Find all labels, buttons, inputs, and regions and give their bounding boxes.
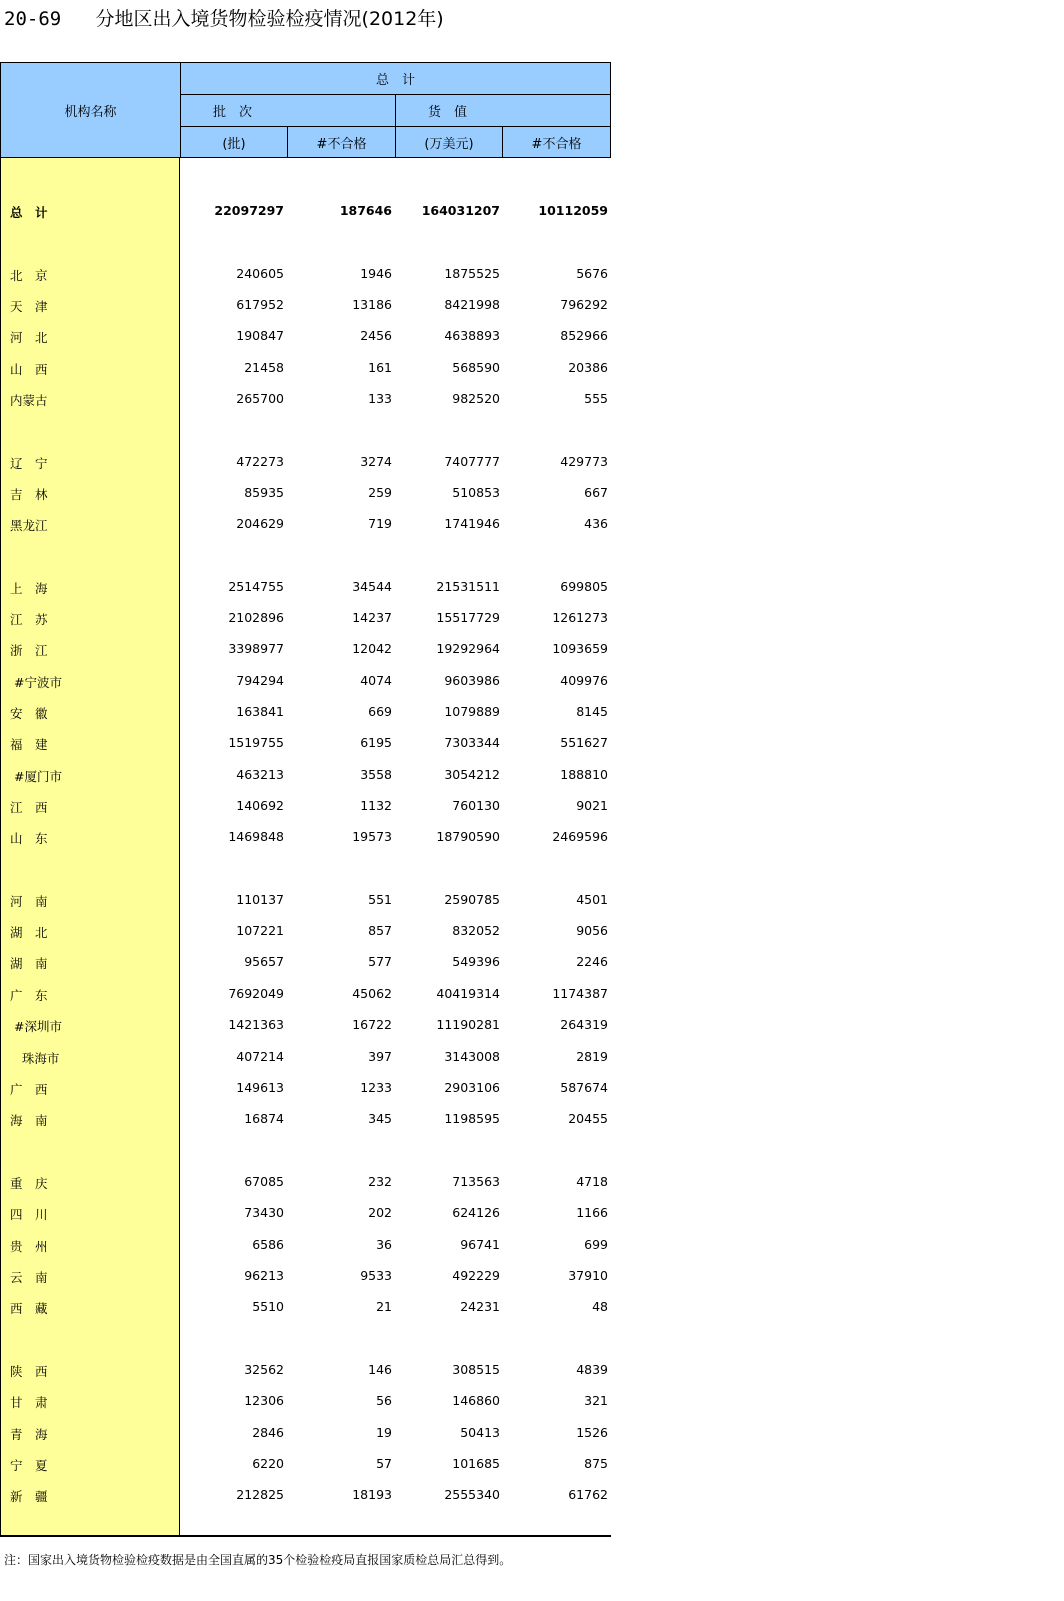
- cell-value: 9021: [576, 798, 608, 813]
- cell-value: 1875525: [444, 266, 500, 281]
- cell-value: 9603986: [444, 673, 500, 688]
- cell-value: 2102896: [228, 610, 284, 625]
- page-title: [4, 4, 444, 31]
- cell-value: 85935: [244, 485, 284, 500]
- cell-value: 45062: [352, 986, 392, 1001]
- row-label: 安 徽: [10, 706, 48, 721]
- row-label: 贵 州: [10, 1239, 48, 1254]
- table-row: [0, 293, 611, 317]
- cell-value: 617952: [236, 297, 284, 312]
- cell-value: 429773: [560, 454, 608, 469]
- table-row: [0, 1483, 611, 1507]
- cell-value: 133: [368, 391, 392, 406]
- cell-value: 1132: [360, 798, 392, 813]
- cell-value: 202: [368, 1205, 392, 1220]
- cell-value: 259: [368, 485, 392, 500]
- cell-value: 19: [376, 1425, 392, 1440]
- cell-value: 6586: [252, 1237, 284, 1252]
- row-label: 湖 北: [10, 925, 48, 940]
- cell-value: 96741: [460, 1237, 500, 1252]
- cell-value: 21531511: [436, 579, 500, 594]
- table-row: [0, 1264, 611, 1288]
- cell-value: 164031207: [421, 203, 500, 218]
- header-total: 总 计: [180, 62, 611, 95]
- cell-value: 3274: [360, 454, 392, 469]
- cell-value: 188810: [560, 767, 608, 782]
- cell-value: 409976: [560, 673, 608, 688]
- row-label: 甘 肃: [10, 1395, 48, 1410]
- table-row: [0, 1389, 611, 1413]
- cell-value: 18193: [352, 1487, 392, 1502]
- cell-value: 1093659: [552, 641, 608, 656]
- table-row: [0, 387, 611, 411]
- cell-value: 20455: [568, 1111, 608, 1126]
- header-batches-fail: #不合格: [287, 126, 396, 158]
- row-label: 浙 江: [10, 643, 48, 658]
- cell-value: 796292: [560, 297, 608, 312]
- table-row: [0, 669, 611, 693]
- row-label: 辽 宁: [10, 456, 48, 471]
- row-label: 珠海市: [10, 1051, 60, 1066]
- table-title: 分地区出入境货物检验检疫情况(2012年): [95, 8, 444, 30]
- cell-value: 212825: [236, 1487, 284, 1502]
- cell-value: 21458: [244, 360, 284, 375]
- row-label: 河 北: [10, 330, 48, 345]
- cell-value: 16722: [352, 1017, 392, 1032]
- row-label: 江 苏: [10, 612, 48, 627]
- row-label: 河 南: [10, 894, 48, 909]
- cell-value: 669: [368, 704, 392, 719]
- row-label: 陕 西: [10, 1364, 48, 1379]
- row-label: #深圳市: [10, 1019, 62, 1034]
- table-row: [0, 1421, 611, 1445]
- cell-value: 12306: [244, 1393, 284, 1408]
- table-row: [0, 606, 611, 630]
- cell-value: 24231: [460, 1299, 500, 1314]
- cell-value: 4839: [576, 1362, 608, 1377]
- cell-value: 760130: [452, 798, 500, 813]
- cell-value: 3398977: [228, 641, 284, 656]
- row-label: 西 藏: [10, 1301, 48, 1316]
- cell-value: 463213: [236, 767, 284, 782]
- table-row: [0, 1013, 611, 1037]
- cell-value: 204629: [236, 516, 284, 531]
- cell-value: 22097297: [214, 203, 284, 218]
- header-value-fail: #不合格: [502, 126, 611, 158]
- table-row: [0, 637, 611, 661]
- cell-value: 2514755: [228, 579, 284, 594]
- header-org: 机构名称: [0, 62, 181, 158]
- row-label: 天 津: [10, 299, 48, 314]
- cell-value: 232: [368, 1174, 392, 1189]
- cell-value: 34544: [352, 579, 392, 594]
- table-row: [0, 919, 611, 943]
- cell-value: 61762: [568, 1487, 608, 1502]
- table-row: [0, 1233, 611, 1257]
- cell-value: 1946: [360, 266, 392, 281]
- cell-value: 1174387: [552, 986, 608, 1001]
- cell-value: 37910: [568, 1268, 608, 1283]
- cell-value: 8421998: [444, 297, 500, 312]
- cell-value: 2555340: [444, 1487, 500, 1502]
- cell-value: 161: [368, 360, 392, 375]
- cell-value: 624126: [452, 1205, 500, 1220]
- table-row: [0, 450, 611, 474]
- cell-value: 699: [584, 1237, 608, 1252]
- cell-value: 4718: [576, 1174, 608, 1189]
- cell-value: 2246: [576, 954, 608, 969]
- cell-value: 3054212: [444, 767, 500, 782]
- cell-value: 18790590: [436, 829, 500, 844]
- row-label: 广 东: [10, 988, 48, 1003]
- cell-value: 1261273: [552, 610, 608, 625]
- cell-value: 163841: [236, 704, 284, 719]
- cell-value: 551: [368, 892, 392, 907]
- row-label: 黑龙江: [10, 518, 48, 533]
- cell-value: 20386: [568, 360, 608, 375]
- cell-value: 8145: [576, 704, 608, 719]
- cell-value: 12042: [352, 641, 392, 656]
- row-label: 湖 南: [10, 956, 48, 971]
- cell-value: 2469596: [552, 829, 608, 844]
- cell-value: 21: [376, 1299, 392, 1314]
- cell-value: 146860: [452, 1393, 500, 1408]
- table-row: [0, 763, 611, 787]
- cell-value: 1421363: [228, 1017, 284, 1032]
- cell-value: 13186: [352, 297, 392, 312]
- cell-value: 875: [584, 1456, 608, 1471]
- table-row: [0, 324, 611, 348]
- cell-value: 7303344: [444, 735, 500, 750]
- cell-value: 11190281: [436, 1017, 500, 1032]
- table-row: [0, 950, 611, 974]
- row-label: 江 西: [10, 800, 48, 815]
- cell-value: 7692049: [228, 986, 284, 1001]
- data-table: [0, 62, 611, 1535]
- cell-value: 16874: [244, 1111, 284, 1126]
- cell-value: 73430: [244, 1205, 284, 1220]
- cell-value: 57: [376, 1456, 392, 1471]
- table-row: [0, 575, 611, 599]
- cell-value: 6195: [360, 735, 392, 750]
- row-label: 北 京: [10, 268, 48, 283]
- table-row: [0, 262, 611, 286]
- cell-value: 713563: [452, 1174, 500, 1189]
- table-row: [0, 512, 611, 536]
- row-label: 新 疆: [10, 1489, 48, 1504]
- cell-value: 1198595: [444, 1111, 500, 1126]
- cell-value: 6220: [252, 1456, 284, 1471]
- row-label: 上 海: [10, 581, 48, 596]
- cell-value: 56: [376, 1393, 392, 1408]
- cell-value: 852966: [560, 328, 608, 343]
- cell-value: 110137: [236, 892, 284, 907]
- table-row: [0, 1170, 611, 1194]
- cell-value: 5510: [252, 1299, 284, 1314]
- cell-value: 568590: [452, 360, 500, 375]
- cell-value: 2819: [576, 1049, 608, 1064]
- cell-value: 699805: [560, 579, 608, 594]
- table-code: 20-69: [4, 8, 62, 30]
- cell-value: 1741946: [444, 516, 500, 531]
- cell-value: 36: [376, 1237, 392, 1252]
- cell-value: 4638893: [444, 328, 500, 343]
- cell-value: 857: [368, 923, 392, 938]
- footnote: 注：国家出入境货物检验检疫数据是由全国直属的35个检验检疫局直报国家质检总局汇总得到。: [4, 1553, 512, 1567]
- cell-value: 1526: [576, 1425, 608, 1440]
- cell-value: 140692: [236, 798, 284, 813]
- row-label: 山 西: [10, 362, 48, 377]
- cell-value: 832052: [452, 923, 500, 938]
- cell-value: 67085: [244, 1174, 284, 1189]
- row-label: #厦门市: [10, 769, 62, 784]
- cell-value: 7407777: [444, 454, 500, 469]
- table-bottom-rule: [0, 1535, 611, 1537]
- row-label: 海 南: [10, 1113, 48, 1128]
- cell-value: 1469848: [228, 829, 284, 844]
- cell-value: 95657: [244, 954, 284, 969]
- cell-value: 187646: [339, 203, 392, 218]
- cell-value: 32562: [244, 1362, 284, 1377]
- row-label: 内蒙古: [10, 393, 48, 408]
- cell-value: 3143008: [444, 1049, 500, 1064]
- cell-value: 549396: [452, 954, 500, 969]
- table-row: [0, 199, 611, 223]
- cell-value: 3558: [360, 767, 392, 782]
- cell-value: 2590785: [444, 892, 500, 907]
- cell-value: 308515: [452, 1362, 500, 1377]
- cell-value: 19292964: [436, 641, 500, 656]
- table-row: [0, 1295, 611, 1319]
- cell-value: 321: [584, 1393, 608, 1408]
- cell-value: 551627: [560, 735, 608, 750]
- row-label: 宁 夏: [10, 1458, 48, 1473]
- cell-value: 719: [368, 516, 392, 531]
- cell-value: 96213: [244, 1268, 284, 1283]
- cell-value: 2846: [252, 1425, 284, 1440]
- cell-value: 667: [584, 485, 608, 500]
- cell-value: 794294: [236, 673, 284, 688]
- cell-value: 146: [368, 1362, 392, 1377]
- row-label: 吉 林: [10, 487, 48, 502]
- table-row: [0, 731, 611, 755]
- cell-value: 107221: [236, 923, 284, 938]
- cell-value: 15517729: [436, 610, 500, 625]
- row-label: 四 川: [10, 1207, 48, 1222]
- table-row: [0, 356, 611, 380]
- cell-value: 1166: [576, 1205, 608, 1220]
- cell-value: 9533: [360, 1268, 392, 1283]
- header-value-unit: (万美元): [395, 126, 503, 158]
- cell-value: 1233: [360, 1080, 392, 1095]
- cell-value: 492229: [452, 1268, 500, 1283]
- cell-value: 9056: [576, 923, 608, 938]
- cell-value: 50413: [460, 1425, 500, 1440]
- table-row: [0, 700, 611, 724]
- table-row: [0, 1452, 611, 1476]
- cell-value: 555: [584, 391, 608, 406]
- row-label: 重 庆: [10, 1176, 48, 1191]
- cell-value: 190847: [236, 328, 284, 343]
- cell-value: 265700: [236, 391, 284, 406]
- cell-value: 4501: [576, 892, 608, 907]
- cell-value: 2903106: [444, 1080, 500, 1095]
- cell-value: 2456: [360, 328, 392, 343]
- cell-value: 397: [368, 1049, 392, 1064]
- cell-value: 14237: [352, 610, 392, 625]
- cell-value: 587674: [560, 1080, 608, 1095]
- cell-value: 19573: [352, 829, 392, 844]
- cell-value: 407214: [236, 1049, 284, 1064]
- table-row: [0, 481, 611, 505]
- header-batches: 批 次: [180, 94, 396, 127]
- cell-value: 10112059: [538, 203, 608, 218]
- row-label: 广 西: [10, 1082, 48, 1097]
- table-row: [0, 1358, 611, 1382]
- header-batches-unit: (批): [180, 126, 288, 158]
- cell-value: 4074: [360, 673, 392, 688]
- cell-value: 5676: [576, 266, 608, 281]
- cell-value: 1079889: [444, 704, 500, 719]
- cell-value: 101685: [452, 1456, 500, 1471]
- table-row: [0, 1045, 611, 1069]
- cell-value: 40419314: [436, 986, 500, 1001]
- cell-value: 982520: [452, 391, 500, 406]
- cell-value: 345: [368, 1111, 392, 1126]
- row-label: 山 东: [10, 831, 48, 846]
- cell-value: 577: [368, 954, 392, 969]
- header-value: 货 值: [395, 94, 611, 127]
- row-label: #宁波市: [10, 675, 62, 690]
- row-label: 总 计: [10, 205, 48, 220]
- cell-value: 436: [584, 516, 608, 531]
- row-label: 云 南: [10, 1270, 48, 1285]
- cell-value: 472273: [236, 454, 284, 469]
- cell-value: 48: [592, 1299, 608, 1314]
- row-label: 福 建: [10, 737, 48, 752]
- cell-value: 240605: [236, 266, 284, 281]
- table-row: [0, 1107, 611, 1131]
- table-row: [0, 1076, 611, 1100]
- table-row: [0, 982, 611, 1006]
- row-label: 青 海: [10, 1427, 48, 1442]
- table-row: [0, 1201, 611, 1225]
- cell-value: 510853: [452, 485, 500, 500]
- cell-value: 264319: [560, 1017, 608, 1032]
- table-row: [0, 794, 611, 818]
- cell-value: 149613: [236, 1080, 284, 1095]
- table-row: [0, 888, 611, 912]
- cell-value: 1519755: [228, 735, 284, 750]
- table-row: [0, 825, 611, 849]
